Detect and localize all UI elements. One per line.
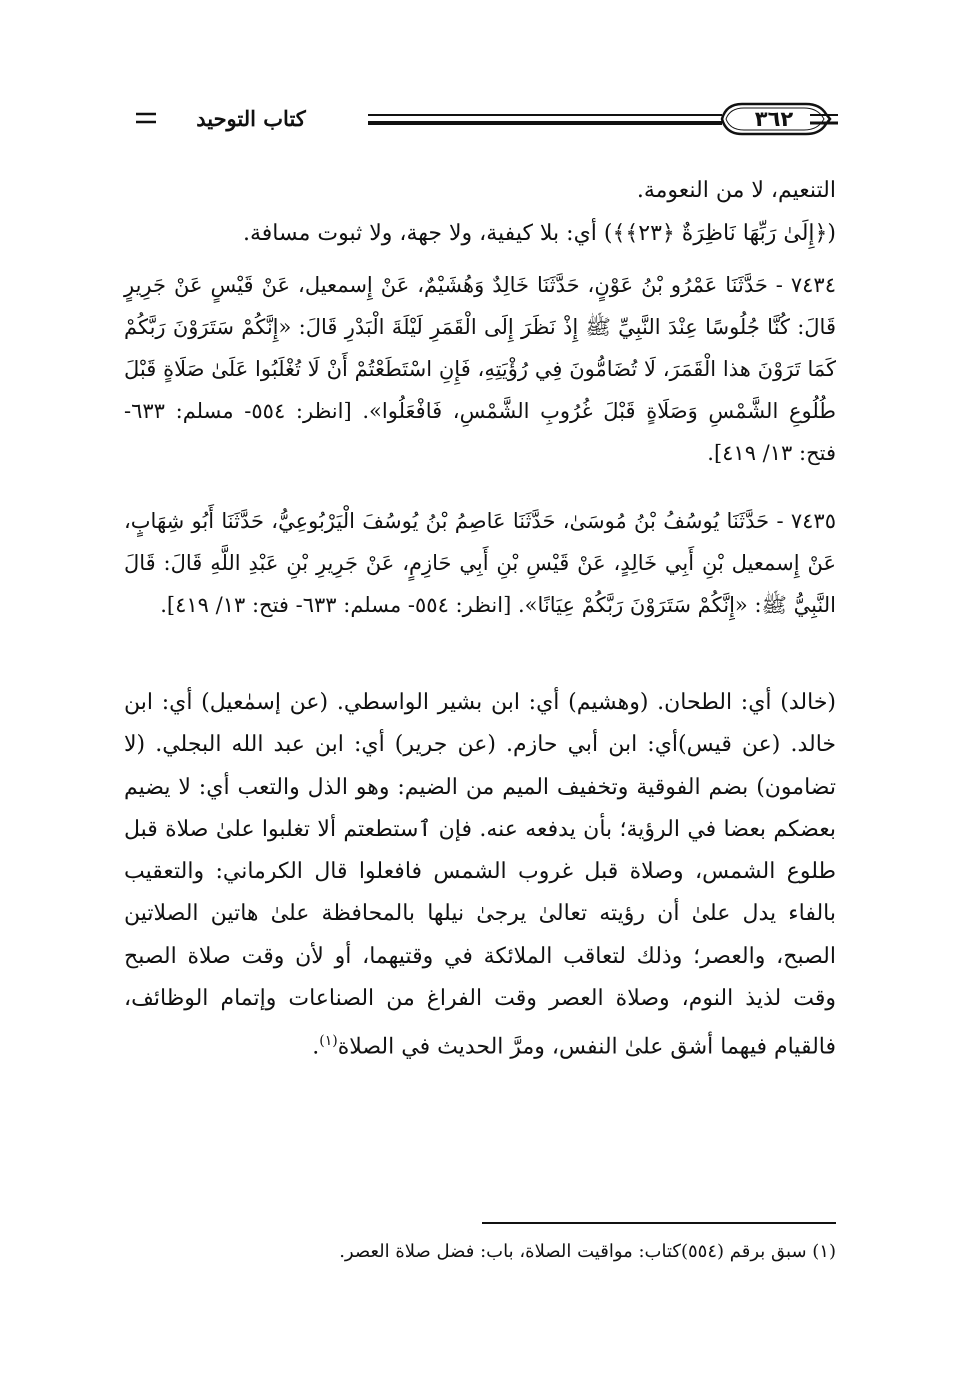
intro-line-2: (﴿إِلَىٰ رَبِّهَا نَاظِرَةٌ ﴿٢٣﴾﴾) أي: بلا كيفية، ولا جهة، ولا ثبوت مسافة. (242, 221, 836, 246)
hadith-7435 (124, 500, 836, 626)
footnote-marker: (١) (319, 1033, 338, 1050)
intro-line-1: التنعيم، لا من النعومة. (636, 178, 836, 203)
hadith-7434-text: ٧٤٣٤ - حَدَّثَنَا عَمْرُو بْنُ عَوْنٍ، حَدَّثَنَا خَالِدٌ وَهُشَيْمٌ، عَنْ إِسمعيل، عَنْ قَيْسٍ عَنْ جَرِيرٍ قَالَ: كُنَّا جُلُوسًا عِنْدَ النَّبِيِّ ﷺ إِذْ نَظَرَ إِلَى الْقَمَرِ لَيْلَةَ الْبَدْرِ قَالَ: «إِنَّكُمْ سَتَرَوْنَ رَبَّكُمْ كَمَا تَرَوْنَ هذا الْقَمَرَ، لَا تُضَامُّونَ فِي رُؤْيَتِهِ، فَإِنِ اسْتَطَعْتُمْ أَنْ لَا تُغْلَبُوا عَلَىٰ صَلَاةٍ قَبْلَ طُلُوعِ الشَّمْسِ وَصَلَاةٍ قَبْلَ غُرُوبِ الشَّمْسِ، فَافْعَلُوا». (124, 273, 837, 423)
page-number: ٣٦٢ (754, 107, 794, 131)
hadith-7434 (124, 264, 836, 474)
footnote-divider (482, 1222, 836, 1224)
footnote: (١) سبق برقم (٥٥٤)كتاب: مواقيت الصلاة، باب: فضل صلاة العصر. (339, 1241, 836, 1262)
running-header (130, 96, 838, 144)
hadith-7435-reference: [انظر: ٥٥٤- مسلم: ٦٣٣- فتح: ١٣/ ٤١٩]. (160, 593, 512, 617)
hadith-7435-text: ٧٤٣٥ - حَدَّثَنَا يُوسُفُ بْنُ مُوسَىٰ، حَدَّثَنَا عَاصِمُ بْنُ يُوسُفَ الْيَرْبُوعِيُّ، حَدَّثَنَا أَبُو شِهَابٍ، عَنْ إِسمعيل بْنِ أَبِي خَالِدٍ، عَنْ قَيْسِ بْنِ أَبِي حَازِمٍ، عَنْ جَرِيرِ بْنِ عَبْدِ اللَّهِ قَالَ: قَالَ النَّبِيُّ ﷺ: «إِنَّكُمْ سَتَرَوْنَ رَبَّكُمْ عِيَانًا». (124, 509, 836, 617)
book-title: كتاب التوحيد (196, 106, 306, 131)
commentary-paragraph (124, 682, 836, 1069)
commentary-end: . (312, 1034, 320, 1060)
hadith-7434-reference: [انظر: ٥٥٤- مسلم: ٦٣٣- فتح: ١٣/ ٤١٩]. (124, 399, 836, 465)
commentary-text: (خالد) أي: الطحان. (وهشيم) أي: ابن بشير الواسطي. (عن إسمٰعيل) أي: ابن خالد. (عن قيس)أي: ابن أبي حازم. (عن جرير) أي: ابن عبد الله البجلي. (لا تضامون) بضم الفوقية وتخفيف الميم من الضيم: وهو الذل والتعب أي: لا يضيم بعضكم بعضا في الرؤية؛ بأن يدفعه عنه. فإن ٱستطعتم ألا تغلبوا علىٰ صلاة قبل طلوع الشمس، وصلاة قبل غروب الشمس فافعلوا قال الكرماني: والتعقيب بالفاء يدل علىٰ أن رؤيته تعالىٰ يرجىٰ نيلها بالمحافظة علىٰ هاتين الصلاتين الصبح، والعصر؛ وذلك لتعاقب الملائكة في وقتيهما، أو لأن وقت صلاة الصبح وقت لذيذ النوم، وصلاة العصر وقت الفراغ من الصناعات وإتمام الوظائف، فالقيام فيهما أشق علىٰ النفس، ومرَّ الحديث في الصلاة (124, 690, 836, 1060)
